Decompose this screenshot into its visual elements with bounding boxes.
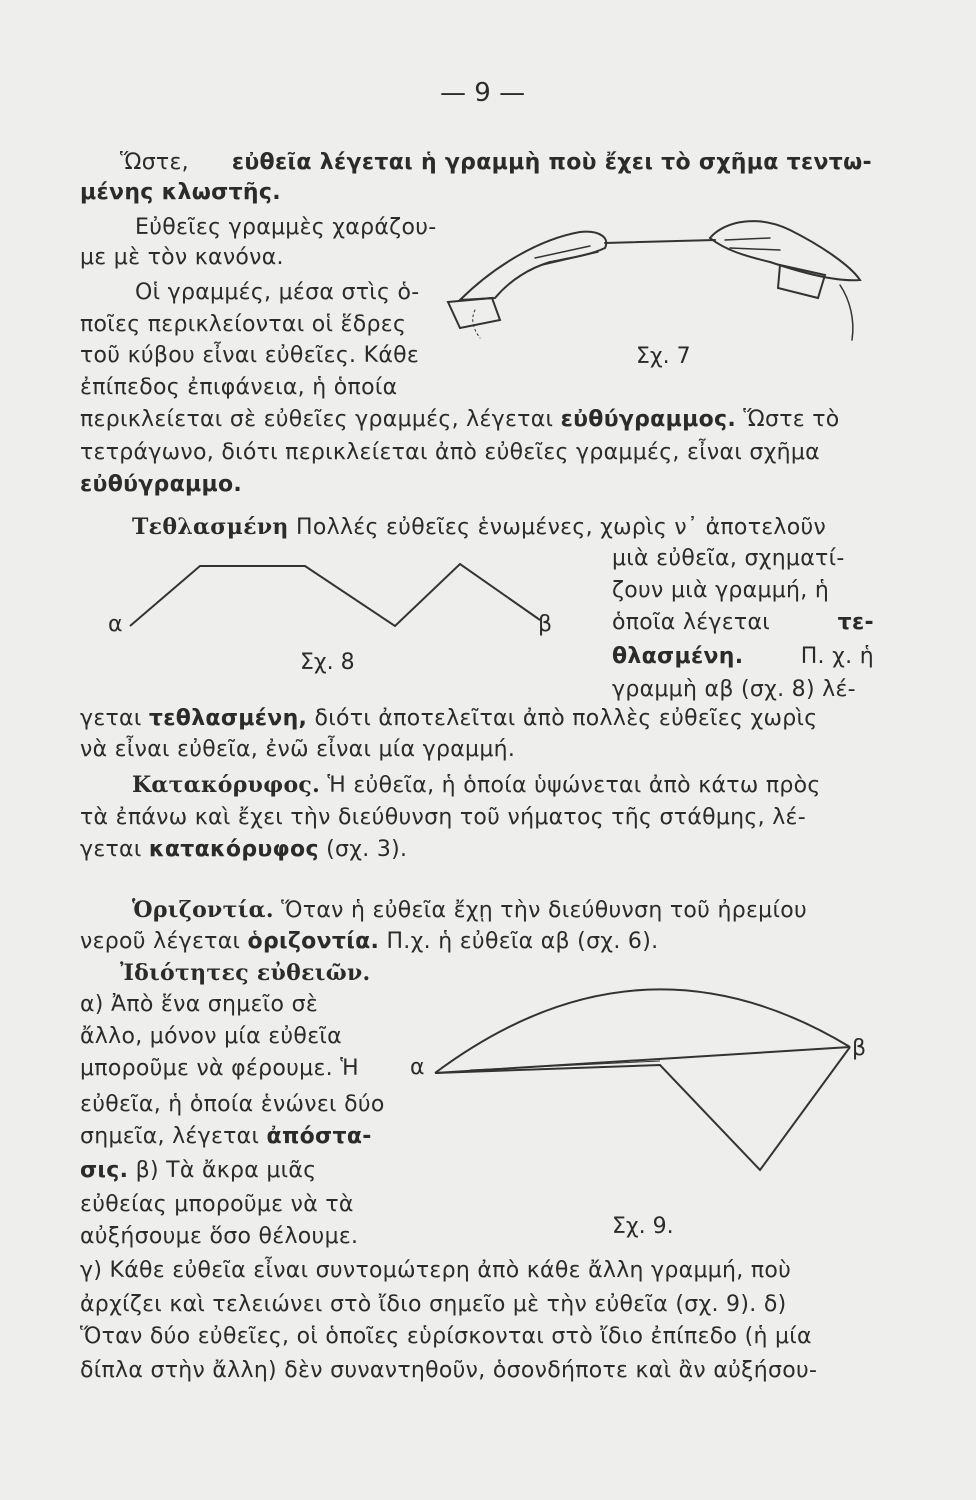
p2-line-5: τοῦ κύβου εἶναι εὐθεῖες. Κάθε [80, 343, 420, 368]
term-euthygrammos: εὐθύγραμμος. [560, 407, 736, 432]
p4-line-3: γεται κατακόρυφος (σχ. 3). [80, 837, 408, 862]
term-apostasis: ἀπόστα- [266, 1124, 372, 1149]
p3-line-3: νὰ εἶναι εὐθεῖα, ἐνῶ εἶναι μία γραμμή. [80, 737, 516, 762]
p6-line-8: αὐξήσουμε ὅσο θέλουμε. [80, 1224, 359, 1249]
page-number: — 9 — [440, 78, 526, 108]
fig9-shortest-line [430, 995, 860, 1215]
p2-line-4: ποῖες περικλείονται οἱ ἕδρες [80, 312, 407, 337]
p6-line-7: εὐθείας μποροῦμε νὰ τὰ [80, 1192, 354, 1217]
p6-line-1: α) Ἀπὸ ἕνα σημεῖο σὲ [80, 992, 319, 1017]
p4-line-1: Κατακόρυφος. Ἡ εὐθεῖα, ἡ ὁποία ὑψώνεται ἀπὸ κάτω πρὸς [132, 772, 821, 798]
heading-orizontia: Ὁριζοντία. [132, 897, 274, 923]
p6-line-10: ἀρχίζει καὶ τελειώνει στὸ ἴδιο σημεῖο μὲ τὴν εὐθεῖα (σχ. 9). δ) [80, 1292, 787, 1317]
p1-line-2: μένης κλωστῆς. [80, 180, 281, 205]
p3-line-2: γεται τεθλασμένη, διότι ἀποτελεῖται ἀπὸ πολλὲς εὐθεῖες χωρὶς [80, 706, 818, 731]
p6-line-9: γ) Κάθε εὐθεῖα εἶναι συντομώτερη ἀπὸ κάθε ἄλλη γραμμή, ποὺ [80, 1258, 792, 1283]
right-cuff [778, 265, 825, 298]
left-cuff [448, 298, 500, 328]
heading-tethlasmeni: Τεθλασμένη [132, 514, 289, 540]
p1-intro: Ὥστε, [120, 150, 189, 175]
p3-right-4: θλασμένη. Π. χ. ἡ [612, 644, 874, 669]
p3-right-1: μιὰ εὐθεῖα, σχηματί- [612, 546, 845, 571]
fig8-label-a: α [108, 612, 123, 637]
fig9-label-b: β [852, 1036, 867, 1061]
heading-katakoryfos: Κατακόρυφος. [132, 772, 321, 798]
p3-line-1: Τεθλασμένη Πολλές εὐθεῖες ἑνωμένες, χωρὶς ν᾽ ἀποτελοῦν [132, 514, 827, 540]
p6-line-5: σημεῖα, λέγεται ἀπόστα- [80, 1124, 372, 1149]
p3-right-3: ὁποῖα λέγεται τε- [612, 610, 874, 635]
p2-line-7: περικλείεται σὲ εὐθεῖες γραμμές, λέγεται εὐθύγραμμος. Ὥστε τὸ [80, 407, 840, 432]
p2-line-2: με μὲ τὸν κανόνα. [80, 245, 284, 270]
p6-line-3: μποροῦμε νὰ φέρουμε. Ἡ [80, 1056, 359, 1081]
p6-line-2: ἄλλο, μόνον μία εὐθεῖα [80, 1024, 342, 1049]
fig8-caption: Σχ. 8 [300, 650, 355, 675]
p2-line-6: ἐπίπεδος ἐπιφάνεια, ἡ ὁποία [80, 375, 398, 400]
fig7-caption: Σχ. 7 [636, 344, 691, 369]
p4-line-2: τὰ ἐπάνω καὶ ἔχει τὴν διεύθυνση τοῦ νήματος τῆς στάθμης, λέ- [80, 805, 806, 830]
p6-line-11: Ὅταν δύο εὐθεῖες, οἱ ὁποῖες εὑρίσκονται στὸ ἴδιο ἐπίπεδο (ἡ μία [80, 1324, 812, 1349]
fig7-hands-thread [440, 210, 880, 350]
p5-line-1: Ὁριζοντία. Ὅταν ἡ εὐθεῖα ἔχῃ τὴν διεύθυνση τοῦ ἠρεμίου [132, 897, 808, 923]
heading-idiotites: Ἰδιότητες εὐθειῶν. [120, 960, 371, 986]
thread-line [605, 240, 715, 243]
p6-line-4: εὐθεῖα, ἡ ὁποία ἑνώνει δύο [80, 1092, 385, 1117]
p1-definition: εὐθεῖα λέγεται ἡ γραμμὴ ποὺ ἔχει τὸ σχῆμα τεντω- [231, 150, 872, 175]
fig8-broken-line [130, 560, 570, 640]
left-hand [460, 232, 606, 300]
p2-line-3: Οἱ γραμμές, μέσα στὶς ὁ- [135, 280, 420, 305]
term-katakoryfos: κατακόρυφος [148, 837, 319, 862]
p5-line-2: νεροῦ λέγεται ὁριζοντία. Π.χ. ἡ εὐθεῖα αβ (σχ. 6). [80, 929, 659, 954]
p1-line-1 [120, 148, 872, 178]
p6-line-6: σις. β) Τὰ ἄκρα μιᾶς [80, 1158, 317, 1183]
p2-line-8: τετράγωνο, διότι περικλείεται ἀπὸ εὐθεῖες γραμμές, εἶναι σχῆμα [80, 440, 820, 465]
p6-heading [120, 958, 370, 989]
fig8-label-b: β [538, 612, 553, 637]
fig9-broken-line [435, 1047, 850, 1170]
right-hand [710, 221, 860, 280]
fig9-caption: Σχ. 9. [612, 1214, 674, 1239]
term-tethlasmeni: τεθλασμένη, [148, 706, 308, 731]
p6-line-12: δίπλα στὴν ἄλλη) δὲν συναντηθοῦν, ὁσονδήποτε καὶ ἂν αὐξήσου- [80, 1358, 818, 1383]
fig9-label-a: α [410, 1055, 425, 1080]
p3-right-5: γραμμὴ αβ (σχ. 8) λέ- [612, 677, 856, 702]
p3-right-2: ζουν μιὰ γραμμή, ἡ [612, 578, 830, 603]
p2-line-1: Εὐθεῖες γραμμὲς χαράζου- [135, 215, 437, 240]
term-orizontia: ὁριζοντία. [247, 929, 380, 954]
p2-line-9: εὐθύγραμμο. [80, 472, 243, 497]
